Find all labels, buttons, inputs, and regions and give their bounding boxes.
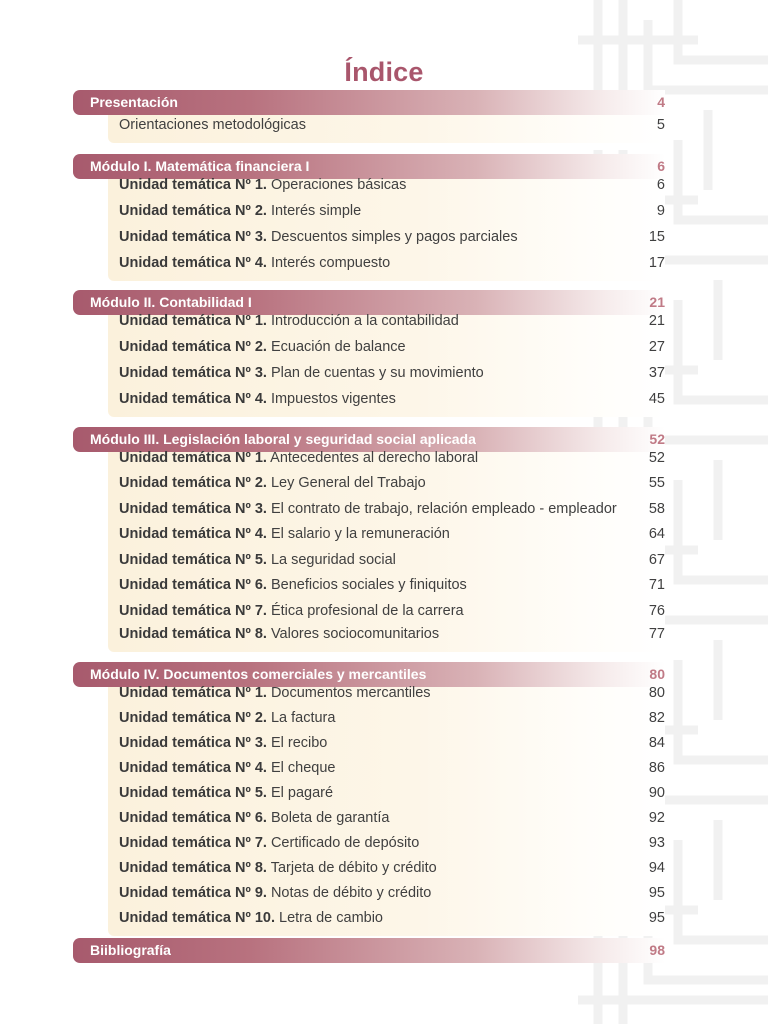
unit-title: Ley General del Trabajo: [270, 475, 426, 491]
unit-number: Unidad temática Nº 1.: [119, 313, 267, 329]
toc-entry[interactable]: [108, 338, 665, 358]
section-page-number: 80: [649, 666, 665, 682]
section-title: Módulo II. Contabilidad I: [90, 294, 252, 310]
toc-entry-label: [119, 313, 459, 329]
toc-entry-label: [119, 450, 478, 466]
toc-entry-label: [119, 603, 464, 619]
unit-title: Documentos mercantiles: [270, 685, 431, 701]
toc-entry-label: [119, 339, 406, 355]
toc-entry-label: [119, 577, 467, 593]
unit-number: Unidad temática Nº 2.: [119, 203, 267, 219]
unit-number: Unidad temática Nº 10.: [119, 910, 275, 926]
toc-entry-label: [119, 835, 419, 851]
toc-entry-label: [119, 910, 383, 926]
unit-number: Unidad temática Nº 6.: [119, 810, 267, 826]
toc-section-modulo-i-matematica-financiera-i: [73, 154, 665, 281]
unit-number: Unidad temática Nº 4.: [119, 526, 267, 542]
section-page-number: 52: [649, 431, 665, 447]
toc-entry-label: [119, 255, 390, 271]
toc-entry-label: [119, 685, 431, 701]
unit-number: Unidad temática Nº 3.: [119, 229, 267, 245]
toc-entry-page-number: 58: [648, 501, 665, 517]
section-title: Presentación: [90, 94, 178, 110]
section-title: Biibliografía: [90, 942, 171, 958]
toc-entry-page-number: 52: [648, 450, 665, 466]
unit-number: Unidad temática Nº 7.: [119, 603, 267, 619]
unit-number: Unidad temática Nº 1.: [119, 685, 267, 701]
toc-entry[interactable]: [108, 576, 665, 596]
unit-number: Unidad temática Nº 4.: [119, 760, 267, 776]
unit-number: Unidad temática Nº 1.: [119, 177, 267, 193]
toc-entry-page-number: 64: [648, 526, 665, 542]
toc-section-biibliografia: [73, 938, 665, 963]
unit-number: Unidad temática Nº 4.: [119, 391, 267, 407]
unit-title: Tarjeta de débito y crédito: [270, 860, 437, 876]
unit-number: Unidad temática Nº 3.: [119, 501, 267, 517]
page-title: Índice: [344, 57, 424, 87]
unit-title: Operaciones básicas: [270, 177, 407, 193]
toc-entry-page-number: 86: [648, 760, 665, 776]
unit-number: Unidad temática Nº 5.: [119, 552, 267, 568]
toc-entry[interactable]: [108, 176, 665, 196]
toc-entry-list: [108, 179, 665, 281]
unit-number: Unidad temática Nº 2.: [119, 710, 267, 726]
toc-entry-page-number: 94: [648, 860, 665, 876]
toc-entry-label: [119, 229, 518, 245]
section-page-number: 21: [649, 294, 665, 310]
toc-entry[interactable]: [108, 734, 665, 754]
unit-title: Valores sociocomunitarios: [270, 626, 440, 642]
toc-entry[interactable]: [108, 625, 665, 645]
unit-title: Descuentos simples y pagos parciales: [270, 229, 518, 245]
toc-entry-page-number: 9: [656, 203, 665, 219]
unit-title: Notas de débito y crédito: [270, 885, 432, 901]
toc-entry[interactable]: [108, 390, 665, 410]
toc-entry[interactable]: [108, 116, 665, 136]
toc-entry-page-number: 90: [648, 785, 665, 801]
unit-number: Unidad temática Nº 4.: [119, 255, 267, 271]
toc-entry-list: [108, 687, 665, 936]
toc-entry[interactable]: [108, 551, 665, 571]
toc-entry-page-number: 77: [648, 626, 665, 642]
unit-number: Unidad temática Nº 2.: [119, 339, 267, 355]
unit-title: El cheque: [270, 760, 336, 776]
toc-entry[interactable]: [108, 684, 665, 704]
unit-number: Unidad temática Nº 7.: [119, 835, 267, 851]
toc-section-modulo-iii-legislacion-laboral-y-segurid: [73, 427, 665, 652]
toc-entry-label: [119, 860, 437, 876]
toc-entry[interactable]: [108, 909, 665, 929]
unit-number: Unidad temática Nº 8.: [119, 860, 267, 876]
toc-entry-label: [119, 626, 439, 642]
toc-entry[interactable]: [108, 474, 665, 494]
toc-entry-page-number: 71: [648, 577, 665, 593]
toc-entry[interactable]: [108, 809, 665, 829]
toc-entry[interactable]: [108, 709, 665, 729]
unit-title: Letra de cambio: [279, 910, 383, 926]
toc-entry-page-number: 95: [648, 885, 665, 901]
toc-entry-page-number: 92: [648, 810, 665, 826]
unit-title: Interés simple: [270, 203, 362, 219]
unit-number: Unidad temática Nº 5.: [119, 785, 267, 801]
toc-entry-label: [119, 501, 617, 517]
unit-number: Unidad temática Nº 3.: [119, 365, 267, 381]
unit-number: Unidad temática Nº 9.: [119, 885, 267, 901]
toc-entry-page-number: 37: [648, 365, 665, 381]
toc-entry-label: [119, 885, 431, 901]
toc-entry-label: [119, 810, 389, 826]
unit-title: Ética profesional de la carrera: [270, 603, 464, 619]
unit-title: Impuestos vigentes: [270, 391, 396, 407]
unit-number: Unidad temática Nº 6.: [119, 577, 267, 593]
toc-entry-label: [119, 391, 396, 407]
toc-entry[interactable]: [108, 859, 665, 879]
unit-title: Ecuación de balance: [270, 339, 406, 355]
unit-title: El contrato de trabajo, relación empleado - empleador: [270, 501, 617, 517]
section-title: Módulo I. Matemática financiera I: [90, 158, 310, 174]
toc-entry-page-number: 5: [656, 117, 665, 133]
unit-number: Unidad temática Nº 8.: [119, 626, 267, 642]
section-page-number: 4: [657, 94, 665, 110]
unit-title: Antecedentes al derecho laboral: [270, 450, 479, 466]
unit-title: Interés compuesto: [270, 255, 391, 271]
toc-entry[interactable]: [108, 602, 665, 622]
toc-entry-page-number: 45: [648, 391, 665, 407]
toc-entry-label: [119, 710, 335, 726]
toc-entry[interactable]: [108, 500, 665, 520]
unit-number: Unidad temática Nº 1.: [119, 450, 267, 466]
toc-entry-label: [119, 526, 450, 542]
toc-entry-page-number: 67: [648, 552, 665, 568]
unit-title: La seguridad social: [270, 552, 396, 568]
toc-entry-page-number: 80: [648, 685, 665, 701]
unit-title: Certificado de depósito: [270, 835, 420, 851]
toc-entry-page-number: 15: [648, 229, 665, 245]
toc-entry[interactable]: [108, 312, 665, 332]
toc-entry[interactable]: [108, 784, 665, 804]
toc-entry[interactable]: [108, 834, 665, 854]
toc-entry[interactable]: [108, 449, 665, 469]
toc-section-presentacion: [73, 90, 665, 143]
toc-entry-label: [119, 785, 333, 801]
toc-entry-label: [119, 735, 327, 751]
toc-entry-label: [119, 552, 396, 568]
section-header-bar[interactable]: [73, 938, 665, 963]
unit-title: Introducción a la contabilidad: [270, 313, 459, 329]
toc-entry-label: [119, 203, 361, 219]
toc-entry-page-number: 6: [656, 177, 665, 193]
toc-entry-list: [108, 115, 665, 143]
toc-entry-page-number: 84: [648, 735, 665, 751]
toc-entry-label: [119, 365, 484, 381]
unit-title: El pagaré: [270, 785, 334, 801]
toc-entry-label: [119, 760, 335, 776]
unit-title: Beneficios sociales y finiquitos: [270, 577, 467, 593]
toc-entry[interactable]: [108, 228, 665, 248]
toc-entry[interactable]: [108, 202, 665, 222]
toc-entry-label: [119, 177, 406, 193]
section-header-bar[interactable]: [73, 90, 665, 115]
toc-entry-page-number: 17: [648, 255, 665, 271]
toc-section-modulo-iv-documentos-comerciales-y-merca: [73, 662, 665, 936]
section-title: Módulo III. Legislación laboral y seguridad social aplicada: [90, 431, 476, 447]
unit-title: El recibo: [270, 735, 328, 751]
unit-title: Boleta de garantía: [270, 810, 390, 826]
toc-section-modulo-ii-contabilidad-i: [73, 290, 665, 417]
toc-entry-page-number: 82: [648, 710, 665, 726]
toc-entry[interactable]: [108, 254, 665, 274]
unit-title: La factura: [270, 710, 336, 726]
toc-entry-page-number: 55: [648, 475, 665, 491]
toc-entry[interactable]: [108, 759, 665, 779]
unit-number: Unidad temática Nº 3.: [119, 735, 267, 751]
toc-entry-label: [119, 475, 426, 491]
toc-entry-label: [119, 117, 306, 133]
section-page-number: 98: [649, 942, 665, 958]
toc-entry-page-number: 27: [648, 339, 665, 355]
toc-entry-list: [108, 315, 665, 417]
unit-title: El salario y la remuneración: [270, 526, 450, 542]
toc-entry-page-number: 21: [648, 313, 665, 329]
toc-entry[interactable]: [108, 525, 665, 545]
unit-title: Plan de cuentas y su movimiento: [270, 365, 484, 381]
toc-entry-page-number: 76: [648, 603, 665, 619]
toc-entry[interactable]: [108, 364, 665, 384]
section-title: Módulo IV. Documentos comerciales y mercantiles: [90, 666, 427, 682]
toc-entry-page-number: 95: [648, 910, 665, 926]
unit-number: Unidad temática Nº 2.: [119, 475, 267, 491]
section-page-number: 6: [657, 158, 665, 174]
toc-entry-list: [108, 452, 665, 652]
toc-entry[interactable]: [108, 884, 665, 904]
toc-entry-page-number: 93: [648, 835, 665, 851]
unit-title: Orientaciones metodológicas: [119, 117, 306, 133]
